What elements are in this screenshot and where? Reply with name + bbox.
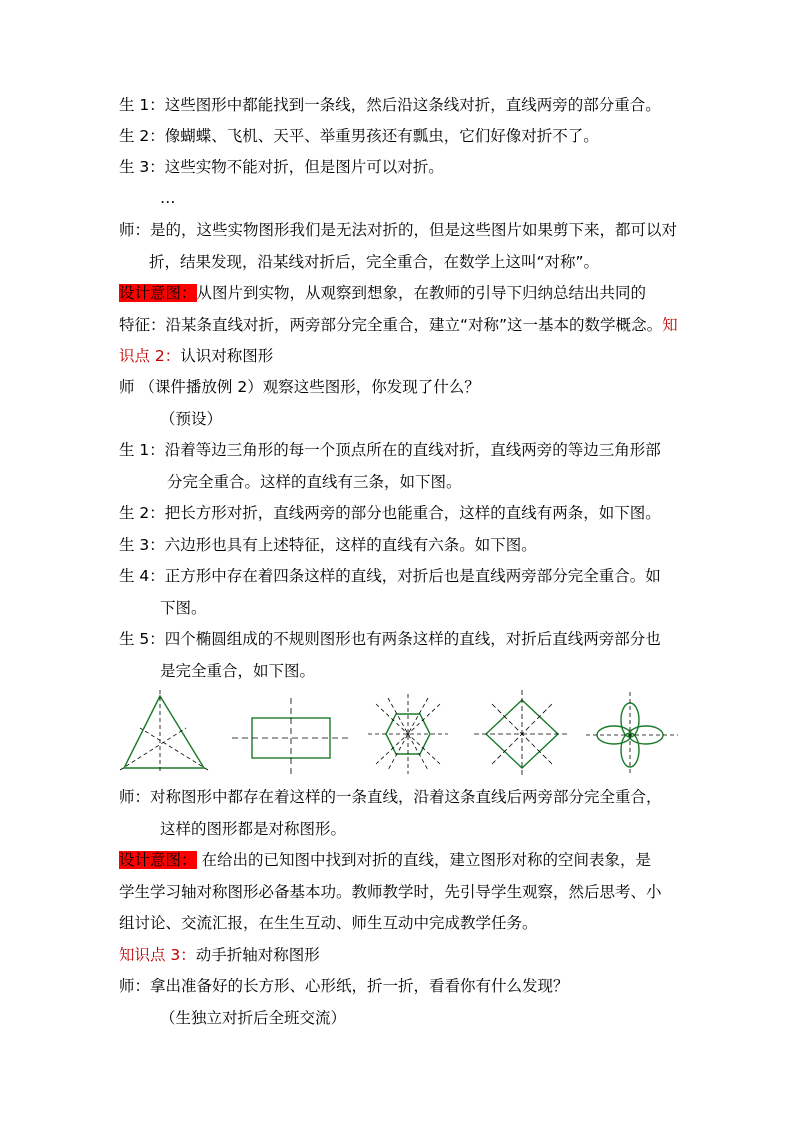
line-text: 动手折轴对称图形 xyxy=(195,946,320,964)
text-line xyxy=(119,283,646,303)
line-text: 组讨论、交流汇报，在生生互动、师生互动中完成教学任务。 xyxy=(119,914,538,932)
line-text: … xyxy=(160,189,176,207)
text-line xyxy=(119,945,320,965)
text-line xyxy=(119,850,651,870)
flower-shape xyxy=(586,692,678,774)
text-line xyxy=(119,629,661,649)
line-text: 生 1：沿着等边三角形的每一个顶点所在的直线对折，直线两旁的等边三角形部 xyxy=(119,441,661,459)
line-text: 生 4：正方形中存在着四条这样的直线，对折后也是直线两旁部分完全重合。如 xyxy=(119,567,661,585)
line-text: 生 2：把长方形对折，直线两旁的部分也能重合，这样的直线有两条，如下图。 xyxy=(119,504,661,522)
text-line xyxy=(119,566,661,586)
text-line xyxy=(160,661,315,681)
text-line xyxy=(160,819,346,839)
line-text: 师 （课件播放例 2）观察这些图形，你发现了什么？ xyxy=(119,378,480,396)
text-line xyxy=(160,409,222,429)
knowledge-point-label: 识点 2： xyxy=(119,347,181,365)
line-text: 生 1：这些图形中都能找到一条线，然后沿这条线对折，直线两旁的部分重合。 xyxy=(119,96,661,114)
design-intent-label: 设计意图： xyxy=(119,851,197,869)
line-text: 是完全重合，如下图。 xyxy=(160,662,316,680)
symmetric-shapes-figure xyxy=(118,688,684,776)
line-text: 分完全重合。这样的直线有三条，如下图。 xyxy=(167,473,462,491)
text-line xyxy=(119,157,444,177)
line-text: 生 2：像蝴蝶、飞机、天平、举重男孩还有瓢虫，它们好像对折不了。 xyxy=(119,127,599,145)
rectangle-shape xyxy=(232,698,352,774)
text-line xyxy=(149,252,599,272)
knowledge-point-label: 知识点 3： xyxy=(119,946,196,964)
text-line xyxy=(119,976,569,996)
text-line xyxy=(160,1008,346,1028)
line-text: 下图。 xyxy=(160,599,207,617)
square-shape xyxy=(474,690,570,776)
line-text: 在给出的已知图中找到对折的直线，建立图形对称的空间表象，是 xyxy=(196,851,651,869)
line-text: 特征：沿某条直线对折，两旁部分完全重合，建立“对称”这一基本的数学概念。 xyxy=(119,316,663,334)
text-line xyxy=(160,188,176,208)
line-text: 这样的图形都是对称图形。 xyxy=(160,820,347,838)
text-line xyxy=(119,535,537,555)
text-line xyxy=(119,220,677,240)
triangle-shape xyxy=(120,690,208,774)
text-line xyxy=(119,787,662,807)
knowledge-point-label: 知 xyxy=(662,316,678,334)
text-line xyxy=(119,346,273,366)
text-line xyxy=(119,503,661,523)
line-text: 从图片到实物，从观察到想象，在教师的引导下归纳总结出共同的 xyxy=(196,284,647,302)
text-line xyxy=(119,377,480,397)
text-line xyxy=(167,472,462,492)
text-line xyxy=(119,126,599,146)
line-text: 师：是的，这些实物图形我们是无法对折的，但是这些图片如果剪下来，都可以对 xyxy=(119,221,678,239)
text-line xyxy=(119,913,538,933)
design-intent-label: 设计意图： xyxy=(119,284,197,302)
line-text: 认识对称图形 xyxy=(180,347,274,365)
text-line xyxy=(119,440,661,460)
line-text: （生独立对折后全班交流） xyxy=(160,1009,347,1027)
line-text: 学生学习轴对称图形必备基本功。教师教学时，先引导学生观察，然后思考、小 xyxy=(119,883,662,901)
hexagon-shape xyxy=(368,694,448,774)
line-text: 折，结果发现，沿某线对折后，完全重合，在数学上这叫“对称”。 xyxy=(149,253,600,271)
text-line xyxy=(119,315,678,335)
text-line xyxy=(160,598,207,618)
text-line xyxy=(119,882,662,902)
line-text: 生 3：六边形也具有上述特征，这样的直线有六条。如下图。 xyxy=(119,536,537,554)
text-line xyxy=(119,95,661,115)
line-text: 师：对称图形中都存在着这样的一条直线，沿着这条直线后两旁部分完全重合， xyxy=(119,788,662,806)
line-text: 师：拿出准备好的长方形、心形纸，折一折，看看你有什么发现？ xyxy=(119,977,569,995)
line-text: 生 5：四个椭圆组成的不规则图形也有两条这样的直线，对折后直线两旁部分也 xyxy=(119,630,661,648)
line-text: （预设） xyxy=(160,410,223,428)
line-text: 生 3：这些实物不能对折，但是图片可以对折。 xyxy=(119,158,444,176)
